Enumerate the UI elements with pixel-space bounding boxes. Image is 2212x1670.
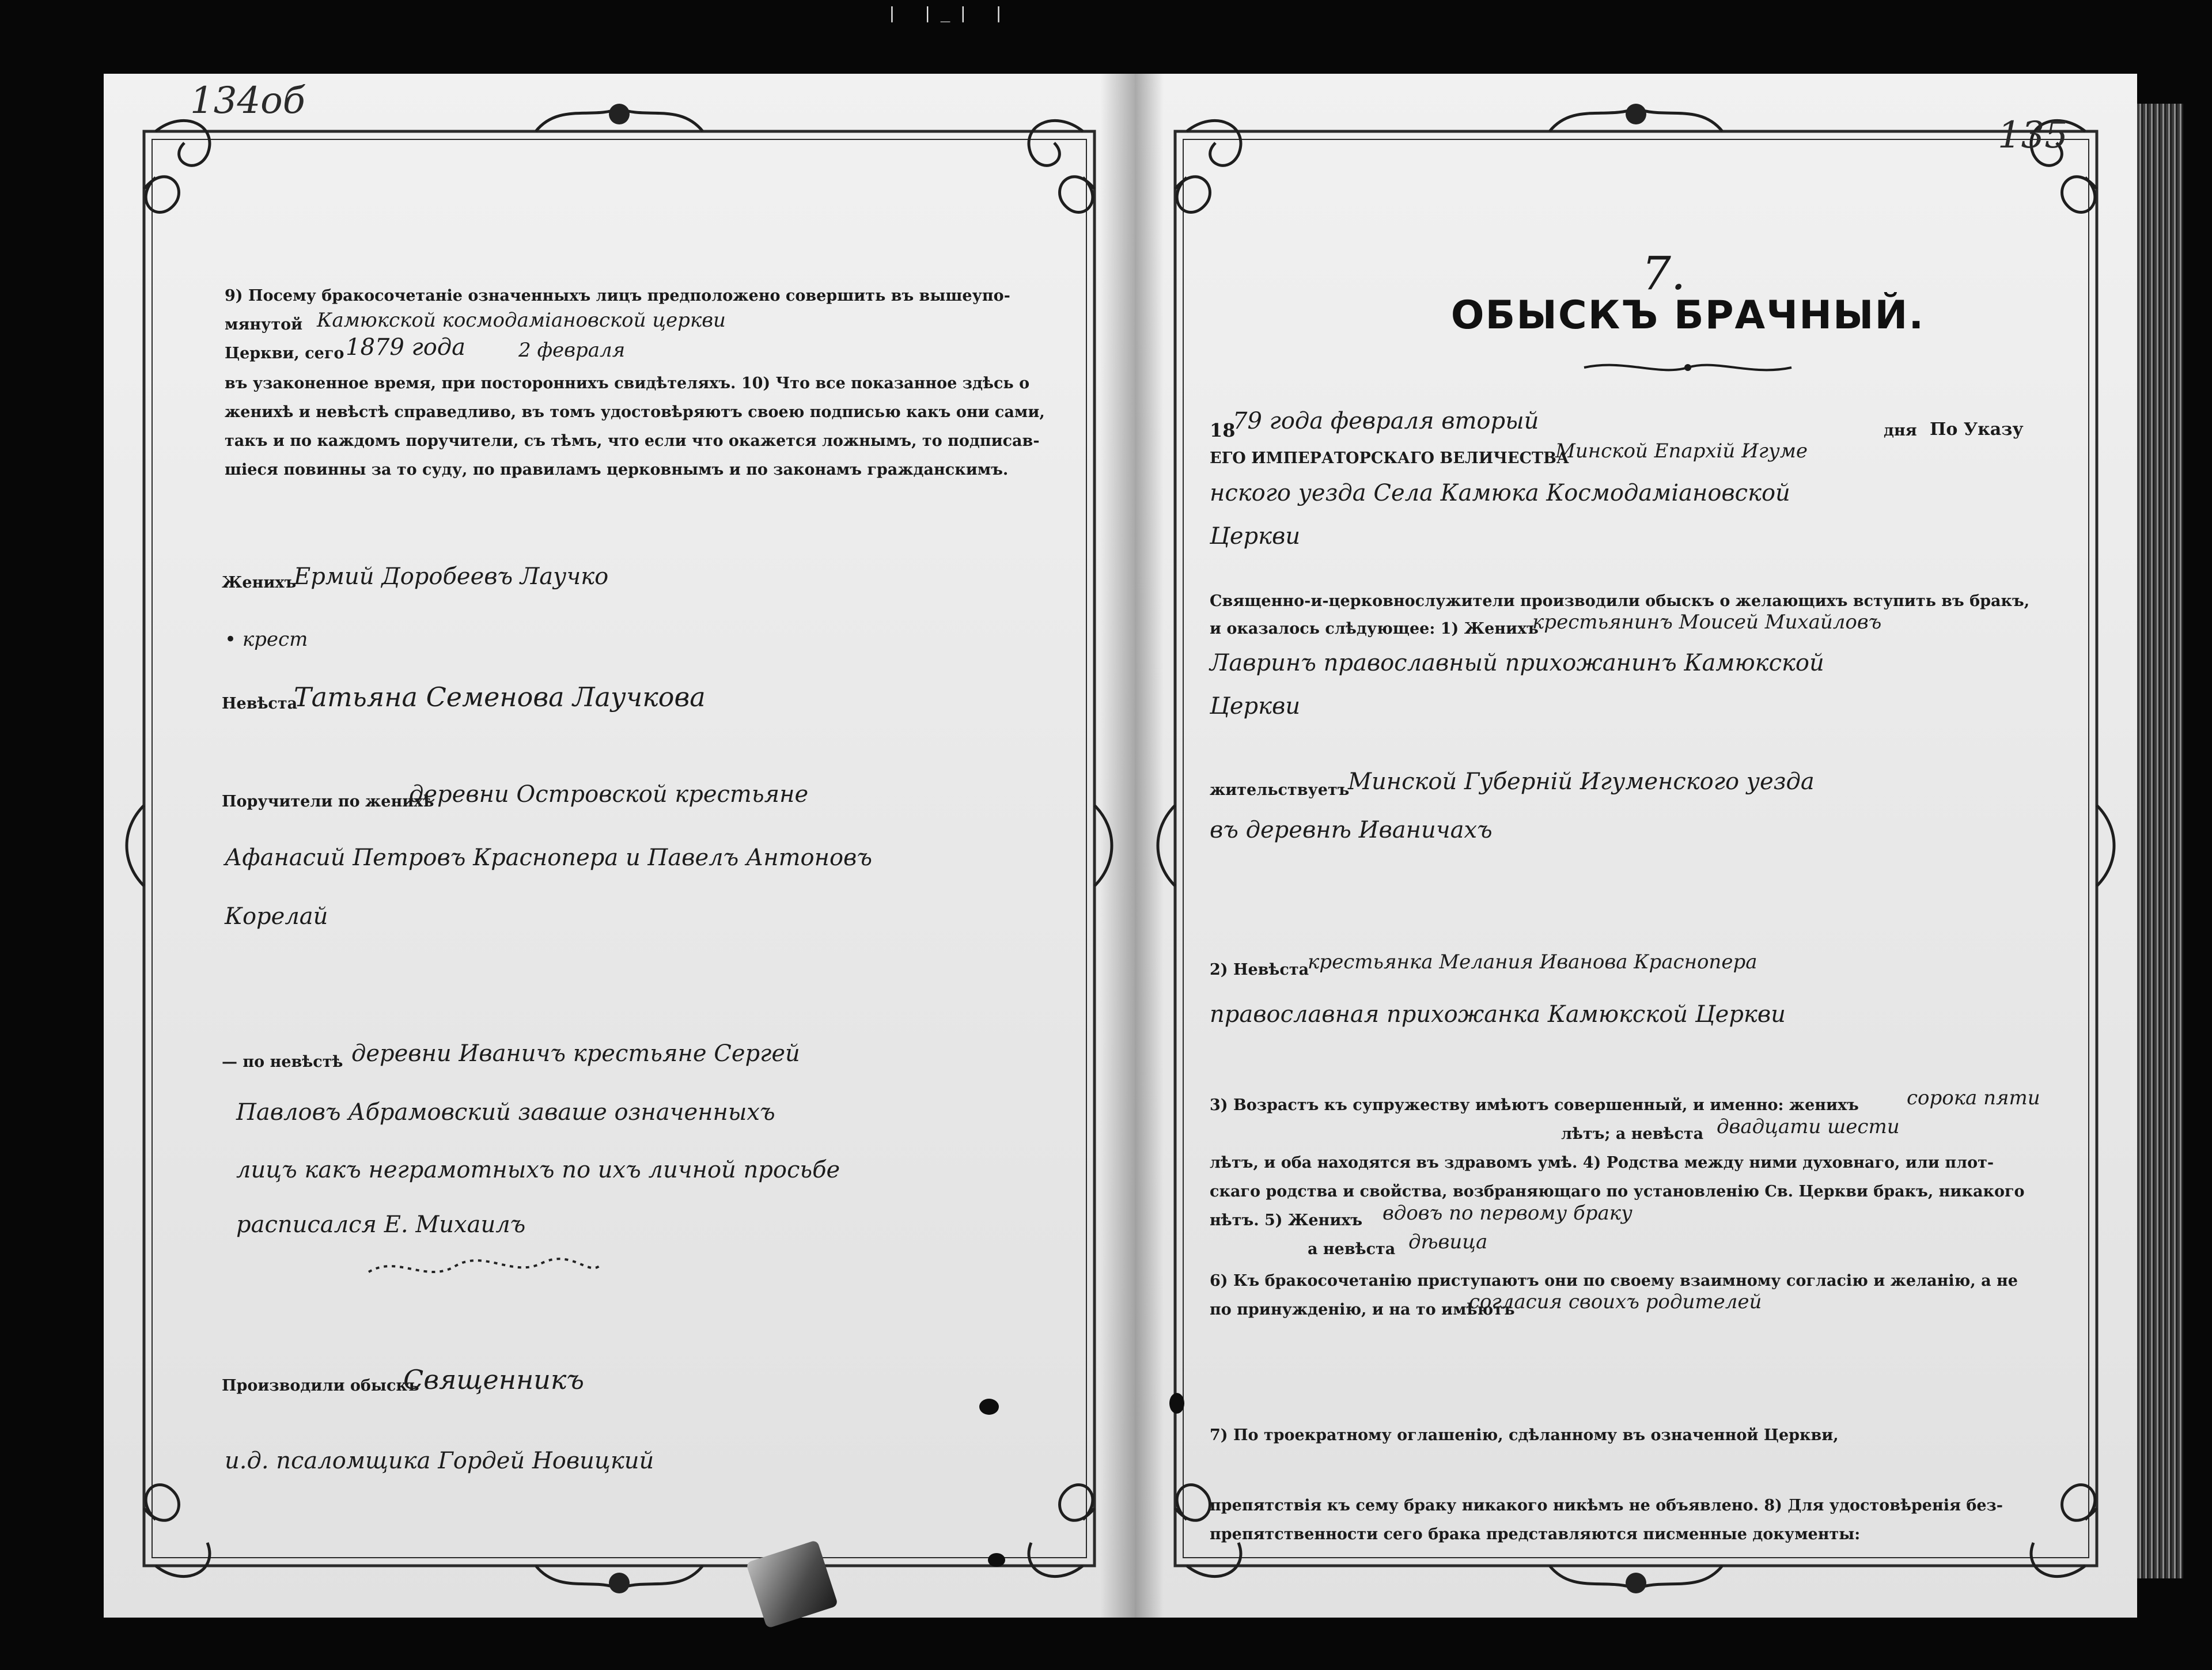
guarantors-bride-line3: лицъ какъ неграмотныхъ по ихъ личной просьбе xyxy=(236,1157,840,1183)
clergy-line2: и оказалось слѣдующее: 1) Женихъ xyxy=(1210,620,1539,638)
para9-line5: женихѣ и невѣстѣ справедливо, въ томъ удостовѣряютъ своею подписью какъ они сами, xyxy=(225,403,1045,421)
guarantors-groom-line1: деревни Островской крестьяне xyxy=(409,781,809,808)
search-psalmist-handwriting: и.д. псаломщика Гордей Новицкий xyxy=(225,1448,654,1474)
guarantors-bride-line1: деревни Иваничъ крестьяне Сергей xyxy=(351,1040,800,1067)
bride-handwriting: Татьяна Семенова Лаучкова xyxy=(294,681,706,713)
date-year-printed: 18 xyxy=(1210,419,1236,441)
date-day-handwriting: 2 февраля xyxy=(518,339,626,362)
guarantors-groom-line2: Афанасий Петровъ Краснопера и Павелъ Антоновъ xyxy=(225,845,872,871)
para9-line1: 9) Посему бракосочетаніе означенныхъ лицъ предположено совершить въ вышеупо- xyxy=(225,287,1010,305)
left-page xyxy=(104,74,1135,1618)
residence-line2: въ деревнѣ Иваничахъ xyxy=(1210,817,1493,843)
bride-label: Невѣста xyxy=(222,695,298,713)
age-line4: скаго родства и свойства, возбраняющаго по установленію Св. Церкви бракъ, никакого xyxy=(1210,1183,2025,1201)
day-label: дня xyxy=(1884,422,1917,440)
impediment-line1: препятствія къ сему браку никакого никѣмъ не объявлено. 8) Для удостовѣренія без- xyxy=(1210,1497,2003,1514)
groom-label: Женихъ xyxy=(222,574,297,592)
guarantors-bride-line4: расписался Е. Михаилъ xyxy=(236,1211,526,1238)
top-scan-marks: | |_| | xyxy=(887,3,1012,22)
date-handwriting: 79 года февраля вторый xyxy=(1233,408,1539,434)
place-line2: нского уезда Села Камюка Космодаміановской xyxy=(1210,480,1790,506)
para9-line2: мянутой xyxy=(225,316,303,334)
page-title: ОБЫСКЪ БРАЧНЫЙ. xyxy=(1450,293,1925,338)
guarantors-bride-label: — по невѣстѣ xyxy=(222,1053,343,1071)
groom-handwriting: Ермий Доробеевъ Лаучко xyxy=(294,563,609,590)
age-bride-handwriting: двадцати шести xyxy=(1717,1115,1900,1138)
consent-line1: 6) Къ бракосочетанію приступаютъ они по своему взаимному согласію и желанію, а не xyxy=(1210,1272,2018,1290)
church-handwriting: Камюкской космодаміановской церкви xyxy=(317,309,726,332)
folio-number-left: 134об xyxy=(190,79,305,122)
guarantors-groom-label: Поручители по женихѣ xyxy=(222,793,434,811)
para9-line6: такъ и по каждомъ поручители, съ тѣмъ, что если что окажется ложнымъ, то подписав- xyxy=(225,432,1040,450)
guarantors-bride-line2: Павловъ Абрамовский заваше означенныхъ xyxy=(236,1099,775,1126)
ukaz-label: По Указу xyxy=(1930,419,2024,440)
ink-blot xyxy=(979,1399,999,1415)
impediment-line2: препятственности сего брака представляются писменные документы: xyxy=(1210,1525,1861,1543)
right-page xyxy=(1135,74,2137,1618)
groom-status-handwriting: вдовъ по первому браку xyxy=(1382,1202,1633,1225)
age-line2: лѣтъ; а невѣста xyxy=(1561,1125,1704,1143)
clergy-line1: Священно-и-церковнослужители производили обыскъ о желающихъ вступить въ бракъ, xyxy=(1210,592,2030,610)
record-number: 7. xyxy=(1642,247,1686,300)
para9-line4: въ узаконенное время, при постороннихъ свидѣтеляхъ. 10) Что все показанное здѣсь о xyxy=(225,374,1030,392)
age-line1: 3) Возрастъ къ супружеству имѣютъ совершенный, и именно: женихъ xyxy=(1210,1096,1859,1114)
date-year-handwriting: 1879 года xyxy=(346,334,466,361)
age-groom-handwriting: сорока пяти xyxy=(1907,1086,2040,1109)
bride-line2: православная прихожанка Камюкской Церкви xyxy=(1210,1001,1786,1028)
search-label: Производили обыскъ xyxy=(222,1377,419,1395)
groom-line1: крестьянинъ Моисей Михайловъ xyxy=(1532,611,1882,634)
ink-blot xyxy=(988,1553,1005,1567)
title-ornament xyxy=(1578,356,1797,379)
para9-line7: шіеся повинны за то суду, по правиламъ церковнымъ и по законамъ гражданскимъ. xyxy=(225,461,1009,479)
majesty-label: ЕГО ИМПЕРАТОРСКАГО ВЕЛИЧЕСТВА xyxy=(1210,449,1569,467)
page-edge-stack xyxy=(2137,104,2183,1578)
folio-number-right: 135 xyxy=(1997,114,2068,157)
consent-line2: по принужденію, и на то имѣютъ xyxy=(1210,1301,1515,1319)
place-line3: Церкви xyxy=(1210,523,1301,550)
age-line3: лѣтъ, и оба находятся въ здравомъ умѣ. 4) Родства между ними духовнаго, или плот- xyxy=(1210,1154,1994,1172)
place-line1: Минской Епархій Игуме xyxy=(1555,440,1808,463)
ink-blot xyxy=(1169,1393,1184,1414)
bride-status-label: а невѣста xyxy=(1308,1240,1396,1258)
groom-line2: Лавринъ православный прихожанинъ Камюкской xyxy=(1210,650,1824,676)
residence-line1: Минской Губерній Игуменского уезда xyxy=(1348,768,1815,795)
residence-label: жительствуетъ xyxy=(1210,781,1350,799)
consent-handwriting: согласия своихъ родителей xyxy=(1469,1290,1762,1313)
bride-line1: крестьянка Мелания Иванова Краснопера xyxy=(1308,951,1758,974)
announcement-line: 7) По троекратному оглашенію, сдѣланному въ означенной Церкви, xyxy=(1210,1426,1839,1444)
bride-status-handwriting: дѣвица xyxy=(1408,1230,1488,1254)
groom-line3: Церкви xyxy=(1210,693,1301,719)
para9-line3: Церкви, сего xyxy=(225,344,344,362)
ink-flourish xyxy=(363,1249,605,1289)
guarantors-groom-line3: Корелай xyxy=(225,903,328,930)
bride-label: 2) Невѣста xyxy=(1210,961,1309,979)
groom-mark-handwriting: • крест xyxy=(225,628,308,651)
search-priest-handwriting: Священникъ xyxy=(403,1364,585,1395)
age-line5: нѣтъ. 5) Женихъ xyxy=(1210,1211,1363,1229)
